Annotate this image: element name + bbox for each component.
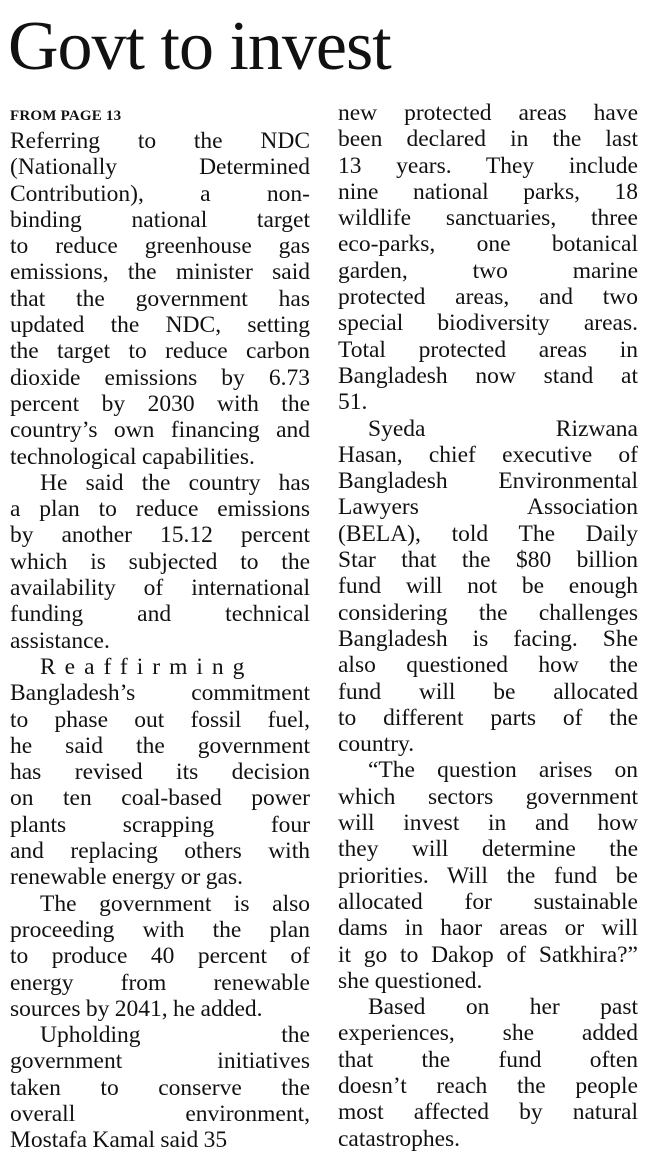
justified-line xyxy=(338,363,638,389)
article-column-left xyxy=(10,128,310,1154)
text-line: 13 years. They include xyxy=(338,152,638,179)
justified-line xyxy=(10,233,310,259)
text-line: it go to Dakop of Satkhira?” xyxy=(338,941,638,968)
article-paragraph xyxy=(10,470,310,654)
text-line: Star that the $80 billion xyxy=(338,547,638,574)
text-line: overall environment, xyxy=(10,1100,310,1127)
text-line: renewable energy or gas. xyxy=(10,864,243,891)
justified-line xyxy=(10,1048,310,1074)
text-line: nine national parks, 18 xyxy=(338,178,638,205)
justified-line xyxy=(10,1075,310,1101)
justified-line xyxy=(10,601,310,627)
justified-line xyxy=(338,652,638,678)
text-line: considering the challenges xyxy=(338,599,638,626)
justified-line xyxy=(10,628,310,654)
text-line: protected areas, and two xyxy=(338,284,638,311)
justified-line xyxy=(10,812,310,838)
text-line: to reduce greenhouse gas xyxy=(10,233,310,260)
justified-line xyxy=(10,128,310,154)
justified-line xyxy=(338,284,638,310)
text-line: The government is also xyxy=(40,890,310,917)
justified-line xyxy=(338,337,638,363)
text-line: a plan to reduce emissions xyxy=(10,496,310,523)
text-line: technological capabilities. xyxy=(10,443,255,470)
justified-line xyxy=(338,547,638,573)
justified-line xyxy=(10,1022,310,1048)
justified-line xyxy=(10,785,310,811)
justified-line xyxy=(10,891,310,917)
justified-line xyxy=(338,389,638,415)
justified-line xyxy=(10,838,310,864)
text-line: which is subjected to the xyxy=(10,548,310,575)
justified-line xyxy=(10,391,310,417)
text-line: Mostafa Kamal said 35 xyxy=(10,1127,228,1154)
justified-line xyxy=(338,968,638,994)
text-line: 51. xyxy=(338,389,368,416)
justified-line xyxy=(10,759,310,785)
justified-line xyxy=(338,1020,638,1046)
justified-line xyxy=(10,1101,310,1127)
article-paragraph xyxy=(338,757,638,994)
justified-line xyxy=(338,705,638,731)
justified-line xyxy=(338,1126,638,1152)
justified-line xyxy=(338,679,638,705)
justified-line xyxy=(338,810,638,836)
text-line: dams in haor areas or will xyxy=(338,915,638,942)
text-line: plants scrapping four xyxy=(10,811,310,838)
justified-line xyxy=(338,258,638,284)
justified-line xyxy=(10,680,310,706)
justified-line xyxy=(10,207,310,233)
justified-line xyxy=(338,521,638,547)
text-line: that the fund often xyxy=(338,1046,638,1073)
text-line: availability of international xyxy=(10,575,310,602)
text-line: the target to reduce carbon xyxy=(10,338,310,365)
text-line: he said the government xyxy=(10,732,310,759)
justified-line xyxy=(10,259,310,285)
text-line: dioxide emissions by 6.73 xyxy=(10,364,310,391)
justified-line xyxy=(338,915,638,941)
article-paragraph xyxy=(10,128,310,470)
justified-line xyxy=(10,365,310,391)
text-line: been declared in the last xyxy=(338,126,638,153)
text-line: by another 15.12 percent xyxy=(10,522,310,549)
text-line: Referring to the NDC xyxy=(10,128,310,154)
text-line: to produce 40 percent of xyxy=(10,943,310,970)
justified-line xyxy=(338,1099,638,1125)
justified-line xyxy=(338,179,638,205)
text-line: most affected by natural xyxy=(338,1099,638,1126)
article-column-right xyxy=(338,100,638,1152)
justified-line xyxy=(338,100,638,126)
justified-line xyxy=(10,286,310,312)
justified-line xyxy=(10,338,310,364)
justified-line xyxy=(10,1127,310,1153)
text-line: Hasan, chief executive of xyxy=(338,441,638,468)
justified-line xyxy=(338,205,638,231)
justified-line xyxy=(338,836,638,862)
justified-line xyxy=(10,864,310,890)
article-paragraph xyxy=(10,654,310,891)
text-line: funding and technical xyxy=(10,601,310,628)
text-line: “The question arises on xyxy=(368,757,638,784)
justified-line xyxy=(338,784,638,810)
text-line: she questioned. xyxy=(338,967,483,994)
text-line: country’s own financing and xyxy=(10,417,310,444)
justified-line xyxy=(10,496,310,522)
text-line: percent by 2030 with the xyxy=(10,390,310,417)
justified-line xyxy=(338,757,638,783)
justified-line xyxy=(10,917,310,943)
justified-line xyxy=(10,733,310,759)
text-line: to phase out fossil fuel, xyxy=(10,706,310,733)
justified-line xyxy=(338,573,638,599)
justified-line xyxy=(10,654,310,680)
text-line: Bangladesh now stand at xyxy=(338,362,638,389)
text-line: Bangladesh is facing. She xyxy=(338,625,638,652)
justified-line xyxy=(338,442,638,468)
text-line: He said the country has xyxy=(40,469,310,496)
justified-line xyxy=(10,575,310,601)
text-line: also questioned how the xyxy=(338,652,638,679)
justified-line xyxy=(10,470,310,496)
text-line: country. xyxy=(338,731,415,758)
justified-line xyxy=(338,494,638,520)
text-line: to different parts of the xyxy=(338,704,638,731)
justified-line xyxy=(338,626,638,652)
justified-line xyxy=(10,522,310,548)
text-line: new protected areas have xyxy=(338,100,638,126)
justified-line xyxy=(338,994,638,1020)
justified-line xyxy=(338,863,638,889)
text-line: that the government has xyxy=(10,285,310,312)
text-line: they will determine the xyxy=(338,836,638,863)
text-line: updated the NDC, setting xyxy=(10,312,310,339)
text-line: sources by 2041, he added. xyxy=(10,995,263,1022)
text-line: fund will be allocated xyxy=(338,678,638,705)
article-paragraph xyxy=(10,891,310,1022)
justified-line xyxy=(338,416,638,442)
text-line: allocated for sustainable xyxy=(338,888,638,915)
justified-line xyxy=(10,444,310,470)
text-line: doesn’t reach the people xyxy=(338,1072,638,1099)
justified-line xyxy=(338,731,638,757)
continuation-kicker: FROM PAGE 13 xyxy=(10,108,122,124)
text-line: Bangladesh Environmental xyxy=(338,468,638,495)
text-line: fund will not be enough xyxy=(338,573,638,600)
text-line: (Nationally Determined xyxy=(10,154,310,181)
text-line: garden, two marine xyxy=(338,257,638,284)
text-line: special biodiversity areas. xyxy=(338,310,638,337)
justified-line xyxy=(338,310,638,336)
justified-line xyxy=(338,126,638,152)
text-line: experiences, she added xyxy=(338,1020,638,1047)
justified-line xyxy=(338,153,638,179)
justified-line xyxy=(338,231,638,257)
text-line: which sectors government xyxy=(338,783,638,810)
text-line: priorities. Will the fund be xyxy=(338,862,638,889)
justified-line xyxy=(338,1073,638,1099)
text-line: (BELA), told The Daily xyxy=(338,520,638,547)
article-paragraph xyxy=(338,100,638,416)
headline: Govt to invest xyxy=(8,8,391,85)
justified-line xyxy=(10,707,310,733)
text-line: on ten coal-based power xyxy=(10,785,310,812)
justified-line xyxy=(10,417,310,443)
text-line: Contribution), a non- xyxy=(10,180,310,207)
justified-line xyxy=(338,600,638,626)
justified-line xyxy=(10,996,310,1022)
text-line: binding national target xyxy=(10,206,310,233)
text-line: proceeding with the plan xyxy=(10,916,310,943)
text-line: will invest in and how xyxy=(338,810,638,837)
justified-line xyxy=(10,970,310,996)
justified-line xyxy=(10,181,310,207)
justified-line xyxy=(338,942,638,968)
justified-line xyxy=(338,468,638,494)
text-line: Total protected areas in xyxy=(338,336,638,363)
text-line: has revised its decision xyxy=(10,759,310,786)
justified-line xyxy=(10,312,310,338)
text-line: energy from renewable xyxy=(10,969,310,996)
text-line: Syeda Rizwana xyxy=(368,415,638,442)
text-line: taken to conserve the xyxy=(10,1074,310,1101)
text-line: wildlife sanctuaries, three xyxy=(338,205,638,232)
article-paragraph xyxy=(338,994,638,1152)
justified-line xyxy=(10,549,310,575)
text-line: Lawyers Association xyxy=(338,494,638,521)
text-line: government initiatives xyxy=(10,1048,310,1075)
text-line: and replacing others with xyxy=(10,838,310,865)
text-line: emissions, the minister said xyxy=(10,259,310,286)
justified-line xyxy=(338,889,638,915)
text-line: Bangladesh’s commitment xyxy=(10,680,310,707)
justified-line xyxy=(10,943,310,969)
text-line: eco-parks, one botanical xyxy=(338,231,638,258)
justified-line xyxy=(338,1047,638,1073)
article-paragraph xyxy=(338,416,638,758)
text-line: Reaffirming xyxy=(40,653,254,680)
text-line: Upholding the xyxy=(40,1022,310,1049)
justified-line xyxy=(10,154,310,180)
text-line: catastrophes. xyxy=(338,1125,461,1152)
article-paragraph xyxy=(10,1022,310,1153)
text-line: assistance. xyxy=(10,627,110,654)
text-line: Based on her past xyxy=(368,994,638,1021)
